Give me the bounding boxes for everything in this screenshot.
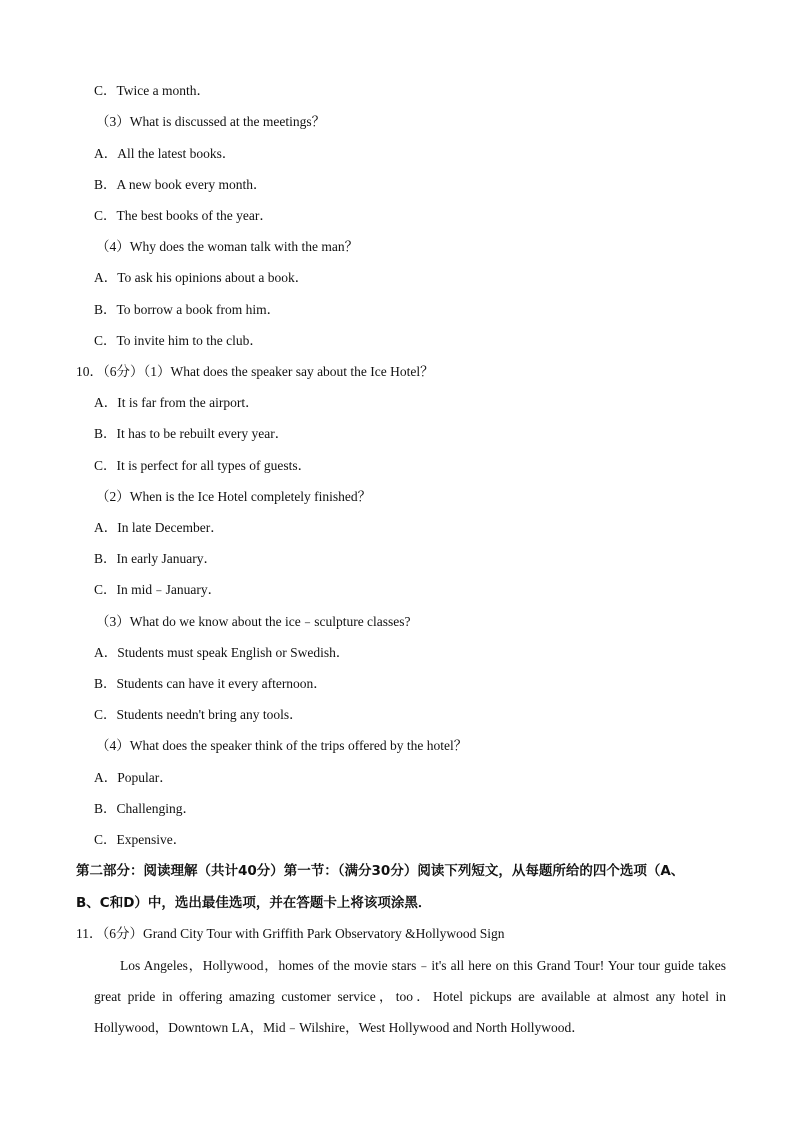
q9-sub3-option-c: C．The best books of the year． <box>94 208 273 223</box>
q9-sub4-option-a: A．To ask his opinions about a book． <box>94 270 309 285</box>
q11-passage-paragraph: Los Angeles，Hollywood，homes of the movie stars﹣it's all here on this Grand Tour! Your tour guide takes great pride in offering amazing customer service，too．Hotel pickups are available at almost any hotel in Hollywood，Downtown LA，Mid﹣Wilshire，West Hollywood and North Hollywood． <box>94 958 726 1035</box>
q10-sub2-option-c: C．In mid﹣January． <box>94 582 222 597</box>
q10-sub3-question: （3）What do we know about the ice﹣sculpture classes? <box>96 614 411 629</box>
q9-sub4-option-b: B．To borrow a book from him． <box>94 302 281 317</box>
q10-sub3-option-a: A．Students must speak English or Swedish． <box>94 645 350 660</box>
q10-sub4-option-c: C．Expensive． <box>94 832 187 847</box>
q9-sub3-option-b: B．A new book every month． <box>94 177 267 192</box>
q9-sub3-question: （3）What is discussed at the meetings？ <box>96 114 326 129</box>
q9-option-c: C．Twice a month． <box>94 83 211 98</box>
q10-sub3-option-c: C．Students needn't bring any tools． <box>94 707 303 722</box>
q10-sub1-option-c: C．It is perfect for all types of guests． <box>94 458 312 473</box>
q10-sub4-option-b: B．Challenging． <box>94 801 196 816</box>
q9-sub4-option-c: C．To invite him to the club． <box>94 333 263 348</box>
q9-sub4-question: （4）Why does the woman talk with the man？ <box>96 239 359 254</box>
q10-sub1-option-b: B．It has to be rebuilt every year． <box>94 426 289 441</box>
section2-heading-line2: B、C和D）中，选出最佳选项，并在答题卡上将该项涂黑． <box>76 895 432 911</box>
q10-sub2-question: （2）When is the Ice Hotel completely finished？ <box>96 489 372 504</box>
q11-header: 11．（6分）Grand City Tour with Griffith Park Observatory &Hollywood Sign <box>76 926 505 941</box>
q9-sub3-option-a: A．All the latest books． <box>94 146 236 161</box>
q10-sub3-option-b: B．Students can have it every afternoon． <box>94 676 327 691</box>
q10-sub2-option-b: B．In early January． <box>94 551 217 566</box>
q10-sub4-option-a: A．Popular． <box>94 770 173 785</box>
q10-header: 10．（6分）（1）What does the speaker say about the Ice Hotel？ <box>76 364 434 379</box>
q10-sub2-option-a: A．In late December． <box>94 520 224 535</box>
q10-sub4-question: （4）What does the speaker think of the trips offered by the hotel？ <box>96 738 468 753</box>
section2-heading-line1: 第二部分：阅读理解（共计40分）第一节：（满分30分）阅读下列短文，从每题所给的四个选项（A、 <box>76 863 685 879</box>
q10-sub1-option-a: A．It is far from the airport． <box>94 395 259 410</box>
